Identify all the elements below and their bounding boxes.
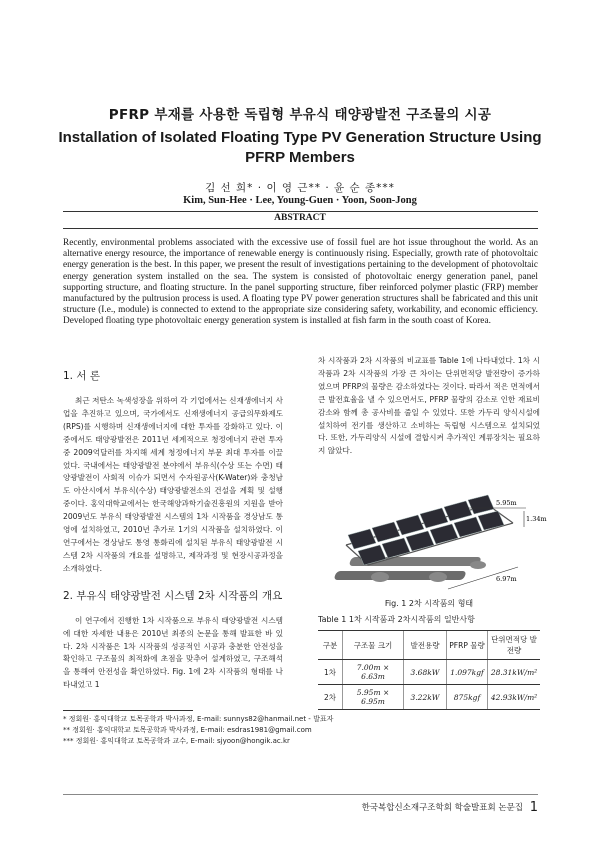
table-caption: Table 1 1차 시작품과 2차시작품의 일반사항: [318, 615, 475, 624]
figure-caption: Fig. 1 2차 시작품의 형태: [384, 599, 474, 608]
korean-title: PFRP 부재를 사용한 독립형 부유식 태양광발전 구조물의 시공: [108, 107, 492, 123]
footnote-2: ** 정회원· 홍익대학교 토목공학과 박사과정, E-mail: esdras1981@gmail.com: [63, 725, 312, 734]
table-header-cell: 구조물 크기: [343, 631, 404, 660]
section-1-heading: 1. 서 론: [63, 370, 100, 382]
table-row: [318, 660, 540, 685]
english-authors: Kim, Sun-Hee · Lee, Young-Guen · Yoon, Soon-Jong: [183, 195, 417, 206]
journal-name: 한국복합신소재구조학회 학술발표회 논문집: [361, 803, 524, 813]
dim-width-label: 6.97m: [496, 575, 517, 583]
table-cell: 2차: [318, 685, 343, 710]
english-title: Installation of Isolated Floating Type PV Generation Structure Using PFRP Members: [58, 129, 542, 166]
korean-authors: 김 선 희* · 이 영 근** · 윤 순 종***: [205, 182, 395, 194]
abstract-top-rule: [63, 211, 538, 212]
footnote-1: * 정회원· 홍익대학교 토목공학과 박사과정, E-mail: sunnys82@hanmail.net - 발표자: [63, 715, 334, 723]
table-header-row: [318, 631, 540, 660]
floating-pontoons: [333, 557, 486, 582]
dim-height-label: 1.34m: [526, 515, 547, 523]
section-2-body: 이 연구에서 진행한 1차 시작품으로 부유식 태양광발전 시스템에 대한 자세한 내용은 2010년 최종의 논문을 통해 발표한 바 있다. 2차 시작품은 1차 시작품의 성공적인 시공과 충분한 안전성을 확인하고 구조물의 최적화에 초점을 맞추어 설계하였고, 구조해석을 통해여 안전성을 확인하였다. Fig. 1에 2차 시작품의 형태를 나타내었고 1: [63, 615, 283, 690]
footer-rule: [63, 794, 538, 795]
table-cell: 875kgf: [447, 685, 488, 710]
table-cell: 1.097kgf: [447, 660, 488, 685]
table-row: [318, 685, 540, 710]
table-cell: 28.31kW/m²: [488, 660, 541, 685]
table-header-cell: 구분: [318, 631, 343, 660]
page-number: 1: [529, 800, 538, 815]
table-cell: 7.00m × 6.63m: [343, 660, 404, 685]
right-column: [318, 355, 540, 458]
pv-structure-figure: [318, 485, 547, 593]
table-header-cell: 단위면적당 발전량: [488, 631, 541, 660]
table-cell: 3.68kW: [404, 660, 447, 685]
right-column-body: 차 시작품과 2차 시작품의 비교표를 Table 1에 나타내었다. 1차 시작품과 2차 시작품의 가장 큰 차이는 단위면적당 발전량이 증가하였으며 PFRP의 물량은 감소하였다는 것이다. 따라서 적은 면적에서 큰 발전효율을 낼 수 있으면서도, PFRP 물량의 감소로 인한 재료비 감소와 함께 총 공사비를 줄일 수 있었다. 또한 가두리 양식시설에 설치하여 전기를 생산하고 소비하는 독립형 시스템으로 설치되었다. 또한, 가두리양식 시설에 결합시켜 추가적인 계류장치는 필요하지 않았다.: [318, 356, 540, 456]
abstract-heading-rule: [63, 228, 538, 229]
table-header-cell: PFRP 물량: [447, 631, 488, 660]
spec-table: [318, 630, 540, 710]
table-cell: 1차: [318, 660, 343, 685]
footnote-rule: [63, 710, 193, 711]
table-cell: 42.93kW/m²: [488, 685, 541, 710]
left-column: [63, 368, 283, 692]
section-2-heading: 2. 부유식 태양광발전 시스템 2차 시작품의 개요: [63, 589, 283, 602]
table-header-cell: 발전용량: [404, 631, 447, 660]
abstract-heading: ABSTRACT: [274, 213, 326, 223]
solar-panels: [348, 495, 504, 565]
dim-length-label: 5.95m: [496, 499, 517, 507]
table-cell: 3.22kW: [404, 685, 447, 710]
footnotes: [63, 714, 533, 746]
footnote-3: *** 정회원· 홍익대학교 토목공학과 교수, E-mail: sjyoon@hongik.ac.kr: [63, 736, 290, 745]
abstract-text: Recently, environmental problems associated with the excessive use of fossil fuel are hot issue throughout the world. As an alternative energy resource, the importance of renewable energy is continuously rising. Especially, growth rate of photovoltaic energy generation is the best. In this paper, we present the result of investigations pertaining to the development of photovoltaic energy generation system installed on the sea. The system is consisted of photovoltaic energy generation panel, panel supporting structure, and floating structure. In the panel supporting structure, fiber reinforced polymer plastic (FRP) member manufactured by the pultrusion process is used. A floating type PV power generation structures shall be fabricated and this unit structure (I.e., module) is connected to extend to the appropriate size considering safety, workability, and economic efficiency. Developed floating type photovoltaic energy generation system is installed at fish farm in the south coast of Korea.: [63, 238, 538, 327]
page-footer: [362, 800, 538, 815]
section-1-body: 최근 저탄소 녹색성장을 위하여 각 기업에서는 신재생에너지 사업을 추진하고 있으며, 국가에서도 신재생에너지 공급의무화제도(RPS)를 시행하며 신재생에너지에 대한 투자를 강화하고 있다. 이 중에서도 태양광발전은 2011년 세계적으로 청정에너지 관련 투자 중 2009억달러를 차지해 세계 청정에너지 부문 최대 투자를 이끌었다. 국내에서는 태양광발전 분야에서 부유식(수상 또는 수면) 태양광발전이 사회적 이슈가 되면서 수자원공사(K-Water)와 충청남도 아산시에서 부유식(수상) 태양광발전소의 건설을 계획 및 설행중이다. 홍익대학교에서는 한국해양과학기술진흥원의 지원을 받아 2009년도 부유식 태양광발전 시스템의 1차 시작품을 경상남도 통영에 설치하였고, 2010년 추가로 1기의 시작품을 설치하였다. 이 연구에서는 경상남도 통영 통화리에 설치된 부유식 태양광발전 시스템 2차 시작품의 개요를 설명하고, 제작과정 및 현장시공과정을 소개하였다.: [63, 396, 283, 573]
table-cell: 5.95m × 6.95m: [343, 685, 404, 710]
